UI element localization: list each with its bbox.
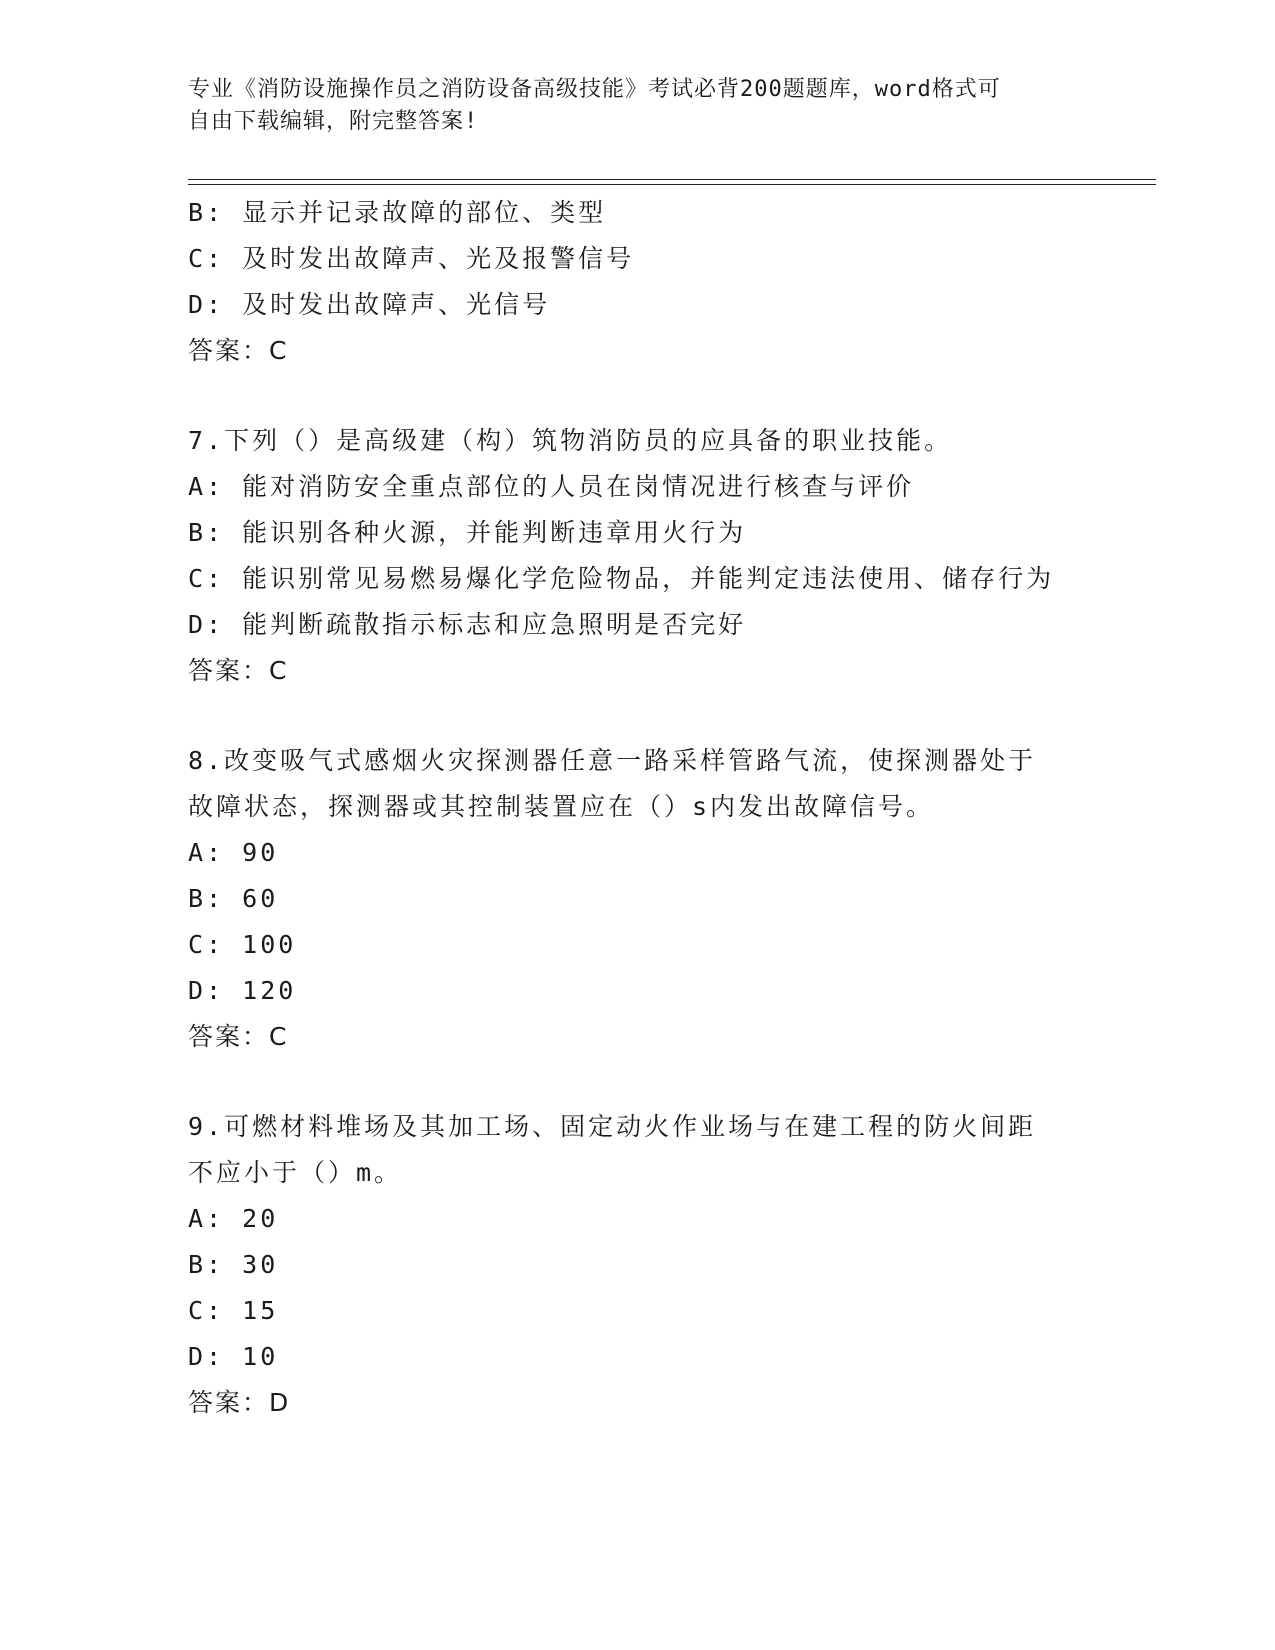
header-line-2: 自由下载编辑，附完整答案! (188, 109, 479, 134)
q6-option-d: D: 及时发出故障声、光信号 (188, 290, 551, 319)
q8-option-d: D: 120 (188, 976, 297, 1005)
q9-option-c: C: 15 (188, 1296, 279, 1325)
q8-question-line-2: 故障状态，探测器或其控制装置应在（）s内发出故障信号。 (188, 792, 935, 821)
q8-option-b: B: 60 (188, 884, 279, 913)
q9-answer: 答案：D (188, 1388, 291, 1417)
q7-option-a: A: 能对消防安全重点部位的人员在岗情况进行核查与评价 (188, 472, 915, 501)
header-divider-top (188, 179, 1156, 180)
question-6-block (188, 190, 1088, 374)
spacer (188, 1060, 1088, 1104)
header-divider-bottom (188, 184, 1156, 185)
document-header (188, 74, 1068, 138)
question-9-block (188, 1104, 1088, 1426)
q9-question-line-2: 不应小于（）m。 (188, 1158, 403, 1187)
q7-answer: 答案：C (188, 656, 289, 685)
q8-answer: 答案：C (188, 1022, 289, 1051)
q7-option-d: D: 能判断疏散指示标志和应急照明是否完好 (188, 610, 747, 639)
q7-option-b: B: 能识别各种火源，并能判断违章用火行为 (188, 518, 747, 547)
question-7-block (188, 418, 1088, 694)
q8-option-c: C: 100 (188, 930, 297, 959)
q9-option-b: B: 30 (188, 1250, 279, 1279)
spacer (188, 374, 1088, 418)
question-8-block (188, 738, 1088, 1060)
q6-option-c: C: 及时发出故障声、光及报警信号 (188, 244, 635, 273)
q6-option-b: B: 显示并记录故障的部位、类型 (188, 198, 607, 227)
spacer (188, 694, 1088, 738)
q9-question-line-1: 9.可燃材料堆场及其加工场、固定动火作业场与在建工程的防火间距 (188, 1112, 1037, 1141)
q7-option-c: C: 能识别常见易燃易爆化学危险物品，并能判定违法使用、储存行为 (188, 564, 1055, 593)
q8-option-a: A: 90 (188, 838, 279, 867)
q9-option-a: A: 20 (188, 1204, 279, 1233)
q6-answer: 答案：C (188, 336, 289, 365)
document-body (188, 190, 1088, 1426)
q7-question: 7.下列（）是高级建（构）筑物消防员的应具备的职业技能。 (188, 426, 953, 455)
q8-question-line-1: 8.改变吸气式感烟火灾探测器任意一路采样管路气流，使探测器处于 (188, 746, 1037, 775)
q9-option-d: D: 10 (188, 1342, 279, 1371)
header-line-1: 专业《消防设施操作员之消防设备高级技能》考试必背200题题库，word格式可 (188, 77, 1001, 102)
